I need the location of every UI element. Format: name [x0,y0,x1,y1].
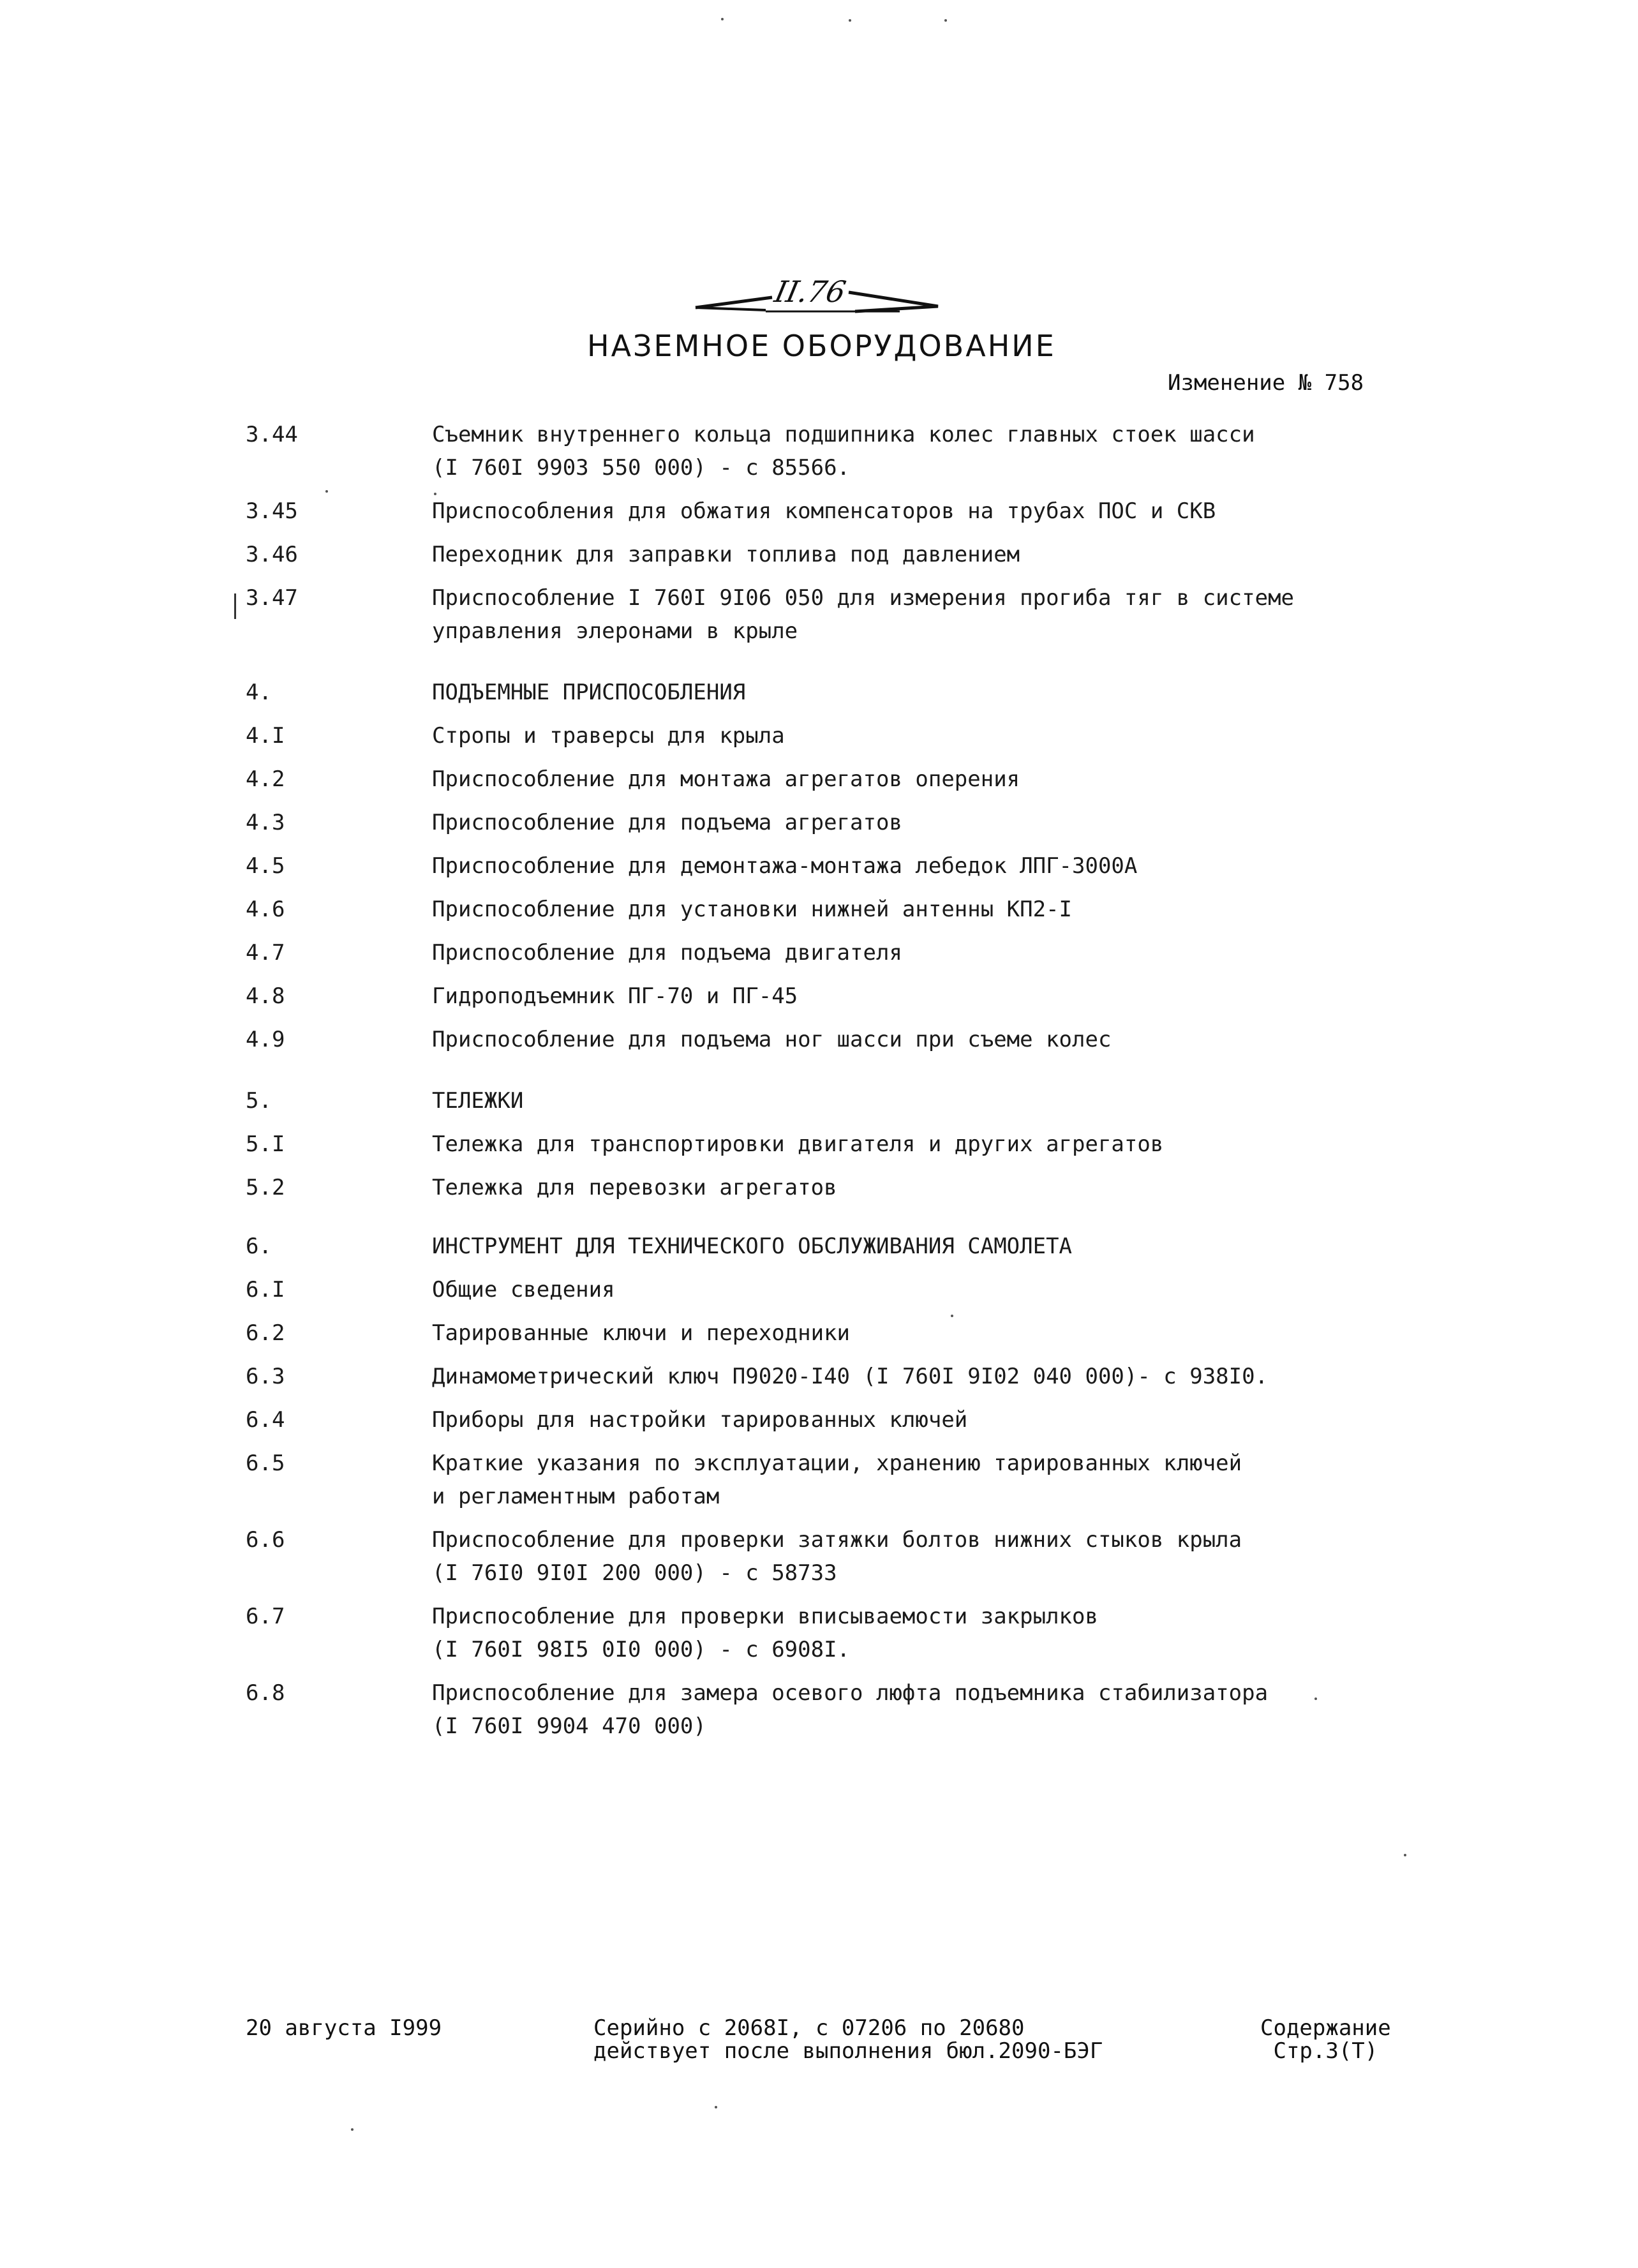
item-text: Приборы для настройки тарированных ключей [432,1407,968,1433]
item-number: 5.2 [246,1175,285,1200]
item-number: 4.3 [246,810,285,835]
item-text: Приспособление для монтажа агрегатов оперения [432,766,1020,792]
list-item [246,538,1394,571]
item-number: 5. [246,1088,272,1114]
item-text: Гидроподъемник ПГ-70 и ПГ-45 [432,983,798,1009]
page-title: НАЗЕМНОЕ ОБОРУДОВАНИЕ [587,329,1056,363]
item-number: 6.5 [246,1451,285,1476]
item-number: 6.7 [246,1604,285,1629]
item-text: Приспособление I 760I 9I06 050 для измерения прогиба тяг в системе управления элеронами в крыле [432,585,1295,644]
item-text: Приспособление для демонтажа-монтажа лебедок ЛПГ-3000А [432,853,1138,879]
list-item [246,1171,1394,1204]
item-text: Съемник внутреннего кольца подшипника колес главных стоек шасси (I 760I 9903 550 000) - с 85566. [432,422,1255,481]
scan-speck [434,493,436,495]
scan-speck [721,18,724,20]
item-number: 5.I [246,1131,285,1157]
item-text: Тележка для транспортировки двигателя и других агрегатов [432,1131,1164,1157]
list-item [246,806,1394,839]
item-text: Приспособление для подъема ног шасси при съеме колес [432,1027,1112,1052]
item-text: Тележка для перевозки агрегатов [432,1175,837,1200]
list-item [246,763,1394,796]
page-reference: Стр.3(Т) [1273,2038,1378,2064]
contents-list [246,418,1394,1743]
list-item [246,418,1394,484]
item-text: Приспособление для проверки вписываемости закрылков (I 760I 98I5 0I0 000) - с 6908I. [432,1604,1098,1662]
item-number: 4.8 [246,983,285,1009]
list-item [246,1447,1394,1513]
item-number: 3.45 [246,498,298,524]
scan-speck [1404,1854,1406,1856]
list-item [246,849,1394,883]
item-text: ИНСТРУМЕНТ ДЛЯ ТЕХНИЧЕСКОГО ОБСЛУЖИВАНИЯ САМОЛЕТА [432,1234,1073,1259]
footer-date: 20 августа I999 [246,2015,442,2041]
item-number: 4.5 [246,853,285,879]
item-text: Переходник для заправки топлива под давлением [432,542,1020,567]
item-number: 4.6 [246,897,285,922]
item-number: 4.2 [246,766,285,792]
scan-speck [351,2128,354,2131]
item-number: 6.4 [246,1407,285,1433]
list-item [246,1600,1394,1666]
list-item [246,1403,1394,1436]
list-item [246,1360,1394,1393]
item-number: 6.I [246,1277,285,1302]
item-number: 4.9 [246,1027,285,1052]
item-text: Краткие указания по эксплуатации, хранению тарированных ключей и регламентным работам [432,1451,1242,1509]
item-number: 6.8 [246,1680,285,1706]
list-item [246,1023,1394,1056]
scan-speck [951,1315,953,1317]
list-item [246,1273,1394,1306]
item-text: Приспособления для обжатия компенсаторов на трубах ПОС и СКВ [432,498,1216,524]
list-item [246,893,1394,926]
item-number: 4.I [246,723,285,749]
serial-line-2: действует после выполнения бюл.2090-БЭГ [593,2038,1103,2064]
margin-mark [234,593,236,619]
item-number: 3.47 [246,585,298,611]
item-text: Приспособление для подъема двигателя [432,940,902,966]
list-item [246,1128,1394,1161]
item-number: 6.6 [246,1527,285,1553]
scan-speck [849,19,851,22]
item-number: 3.44 [246,422,298,447]
item-text: ТЕЛЕЖКИ [432,1088,524,1114]
page-number-mark [689,274,944,319]
list-item [246,581,1394,648]
list-item [246,980,1394,1013]
item-text: Приспособление для установки нижней антенны КП2-I [432,897,1073,922]
scan-speck [715,2106,717,2108]
item-number: 4. [246,680,272,705]
section-heading [246,1084,1394,1117]
change-number: Изменение № 758 [1168,370,1364,396]
contents-label: Содержание [1260,2015,1391,2041]
item-text: ПОДЪЕМНЫЕ ПРИСПОСОБЛЕНИЯ [432,680,746,705]
list-item [246,1523,1394,1590]
scan-speck [944,19,947,22]
section-heading [246,1230,1394,1263]
footer-serial-note [593,2017,1103,2063]
item-text: Стропы и траверсы для крыла [432,723,785,749]
list-item [246,1317,1394,1350]
item-number: 6. [246,1234,272,1259]
item-text: Приспособление для проверки затяжки болтов нижних стыков крыла (I 76I0 9I0I 200 000) - с 58733 [432,1527,1242,1586]
item-number: 3.46 [246,542,298,567]
item-text: Приспособление для замера осевого люфта подъемника стабилизатора (I 760I 9904 470 000) [432,1680,1269,1739]
page-mark-text: II.76 [771,274,849,309]
item-text: Тарированные ключи и переходники [432,1320,851,1346]
item-text: Общие сведения [432,1277,615,1302]
list-item [246,719,1394,752]
item-number: 6.3 [246,1364,285,1389]
footer-contents-ref [1260,2017,1391,2063]
list-item [246,495,1394,528]
scan-speck [325,490,328,493]
item-text: Приспособление для подъема агрегатов [432,810,902,835]
serial-line-1: Серийно с 2068I, с 07206 по 20680 [593,2015,1025,2041]
item-number: 6.2 [246,1320,285,1346]
list-item [246,1676,1394,1743]
item-number: 4.7 [246,940,285,966]
list-item [246,936,1394,969]
item-text: Динамометрический ключ П9020-I40 (I 760I 9I02 040 000)- с 938I0. [432,1364,1269,1389]
scan-speck [1314,1697,1317,1700]
section-heading [246,676,1394,709]
